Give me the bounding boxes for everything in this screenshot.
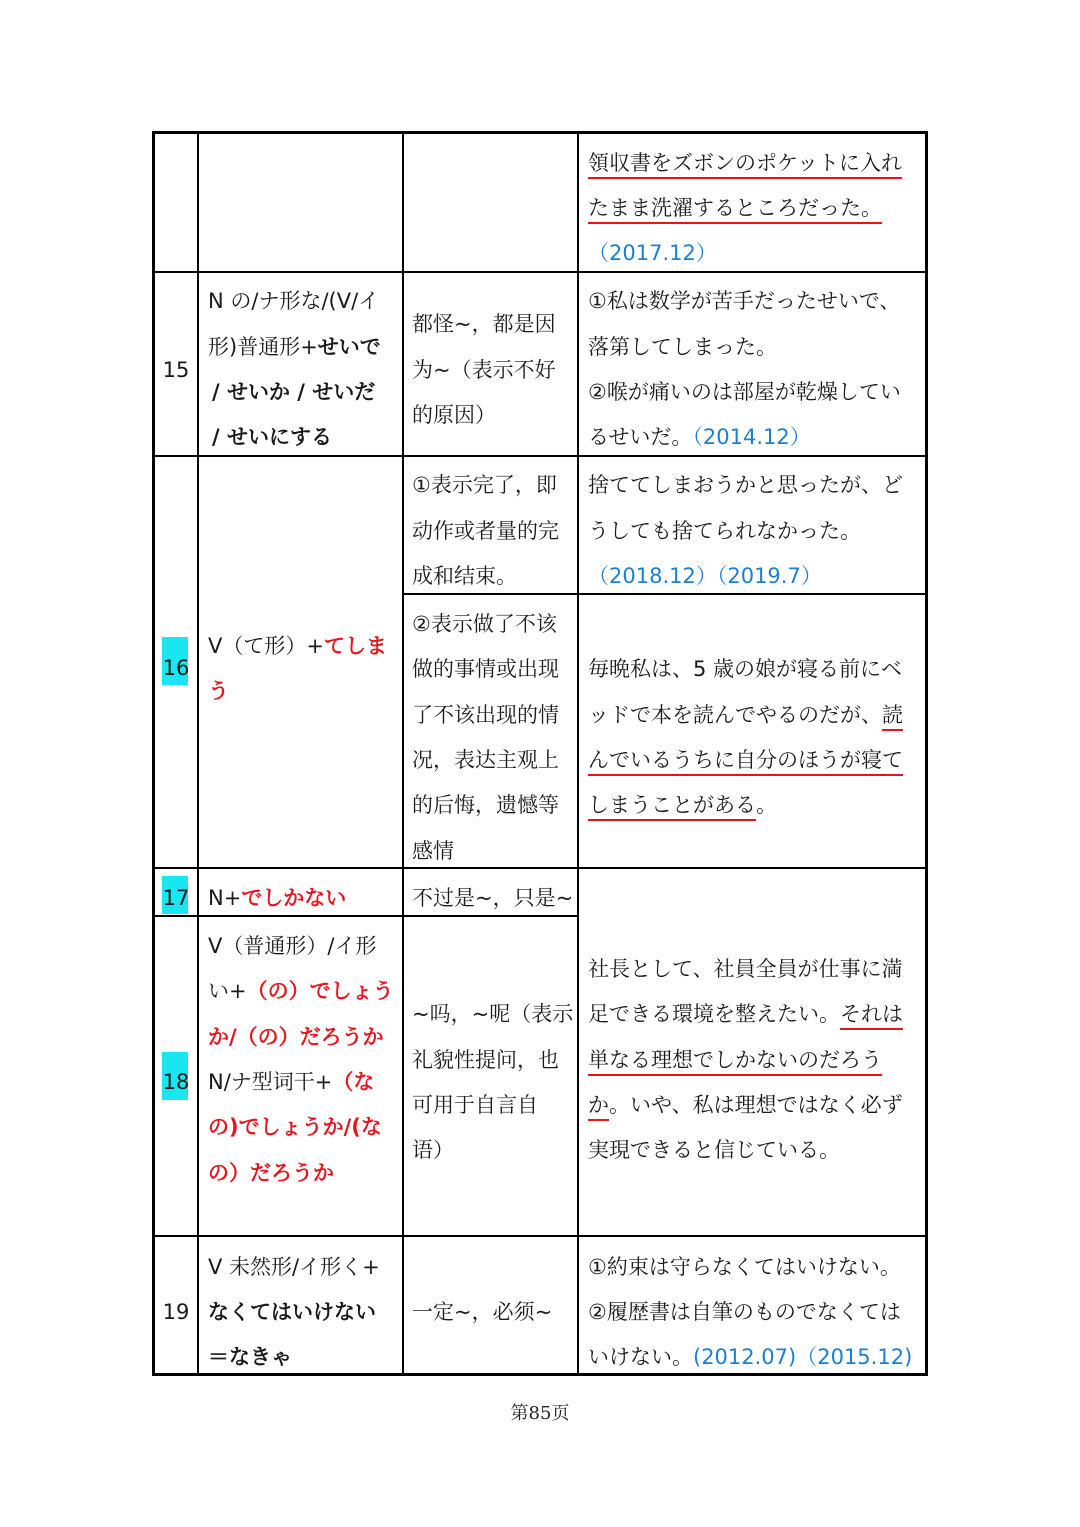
pattern-text: / せいにする bbox=[212, 425, 332, 449]
pattern-text: N の/ナ形な/(V/イ bbox=[208, 289, 380, 313]
meaning-text: ②表示做了不该 bbox=[412, 612, 557, 636]
example-text: か。いや、私は理想ではなく必ず bbox=[588, 1090, 903, 1120]
pattern-text: N/ナ型词干+（な bbox=[208, 1070, 375, 1094]
example-text: 落第してしまった。 bbox=[588, 335, 777, 359]
row-number: 16 bbox=[162, 656, 190, 680]
meaning-text: 不过是~，只是~ bbox=[412, 886, 574, 910]
example-text: 足できる環境を整えたい。それは bbox=[588, 999, 903, 1029]
example-text: ②喉が痛いのは部屋が乾燥してい bbox=[588, 380, 901, 404]
example-text: しまうことがある。 bbox=[588, 790, 777, 820]
example-text: ①私は数学が苦手だったせいで、 bbox=[588, 289, 901, 313]
meaning-text: 可用于自言自 bbox=[412, 1093, 538, 1117]
example-text: 実現できると信じている。 bbox=[588, 1138, 840, 1162]
meaning-text: 况，表达主观上 bbox=[412, 748, 559, 772]
example-text: 毎晩私は、5 歳の娘が寝る前にベ bbox=[588, 657, 903, 681]
meaning-text: ①表示完了，即 bbox=[412, 473, 557, 497]
meaning-text: 了不该出现的情 bbox=[412, 703, 559, 727]
pattern-text: の)でしょうか/(な bbox=[208, 1115, 382, 1139]
meaning-text: 语） bbox=[412, 1138, 454, 1162]
row-number: 15 bbox=[162, 358, 190, 382]
pattern-text: 形)普通形+せいで bbox=[208, 335, 381, 359]
pattern-text: V 未然形/イ形く+ bbox=[208, 1255, 380, 1279]
pattern-text: なくてはいけない bbox=[208, 1300, 376, 1324]
example-text: 捨ててしまおうかと思ったが、ど bbox=[588, 473, 903, 497]
meaning-text: 感情 bbox=[412, 839, 454, 863]
pattern-text: ＝なきゃ bbox=[208, 1345, 292, 1369]
meaning-text: ~吗，~呢（表示 bbox=[412, 1002, 574, 1026]
meaning-text: 都怪~，都是因 bbox=[412, 312, 556, 336]
pattern-text: N+でしかない bbox=[208, 886, 347, 910]
example-text: 領収書をズボンのポケットに入れ bbox=[588, 151, 902, 179]
meaning-text: 的后悔，遗憾等 bbox=[412, 793, 559, 817]
row-number: 17 bbox=[162, 886, 190, 910]
example-text: ②履歴書は自筆のものでなくては bbox=[588, 1300, 901, 1324]
meaning-text: 的原因） bbox=[412, 403, 496, 427]
meaning-text: 动作或者量的完 bbox=[412, 519, 559, 543]
exam-year: （2017.12） bbox=[588, 241, 717, 265]
example-text: いけない。(2012.07)（2015.12) bbox=[588, 1345, 913, 1369]
meaning-text: 礼貌性提问，也 bbox=[412, 1048, 559, 1072]
pattern-text: か/（の）だろうか bbox=[208, 1025, 384, 1049]
example-text: 社長として、社員全員が仕事に満 bbox=[588, 957, 903, 981]
meaning-text: 一定~，必须~ bbox=[412, 1300, 553, 1324]
row-number: 18 bbox=[162, 1070, 190, 1094]
page-number: 第85页 bbox=[510, 1403, 570, 1424]
meaning-text: 为~（表示不好 bbox=[412, 358, 556, 382]
row-number: 19 bbox=[162, 1300, 190, 1324]
meaning-text: 做的事情或出现 bbox=[412, 657, 559, 681]
pattern-text: う bbox=[208, 679, 229, 703]
example-text: たまま洗濯するところだった。 bbox=[588, 196, 882, 224]
example-text: ッドで本を読んでやるのだが、読 bbox=[588, 700, 903, 730]
exam-year: （2018.12）（2019.7） bbox=[588, 564, 822, 588]
pattern-text: V（て形）+てしま bbox=[208, 634, 387, 658]
meaning-text: 成和结束。 bbox=[412, 564, 517, 588]
example-text: るせいだ。（2014.12） bbox=[588, 425, 811, 449]
example-text: ①約束は守らなくてはいけない。 bbox=[588, 1255, 901, 1279]
pattern-text: / せいか / せいだ bbox=[212, 380, 376, 404]
example-text: うしても捨てられなかった。 bbox=[588, 519, 861, 543]
example-text: んでいるうちに自分のほうが寝て bbox=[588, 745, 903, 775]
pattern-text: の）だろうか bbox=[208, 1161, 334, 1185]
pattern-text: い+（の）でしょう bbox=[208, 979, 394, 1003]
pattern-text: V（普通形）/イ形 bbox=[208, 934, 377, 958]
example-text: 単なる理想でしかないのだろう bbox=[588, 1045, 882, 1075]
